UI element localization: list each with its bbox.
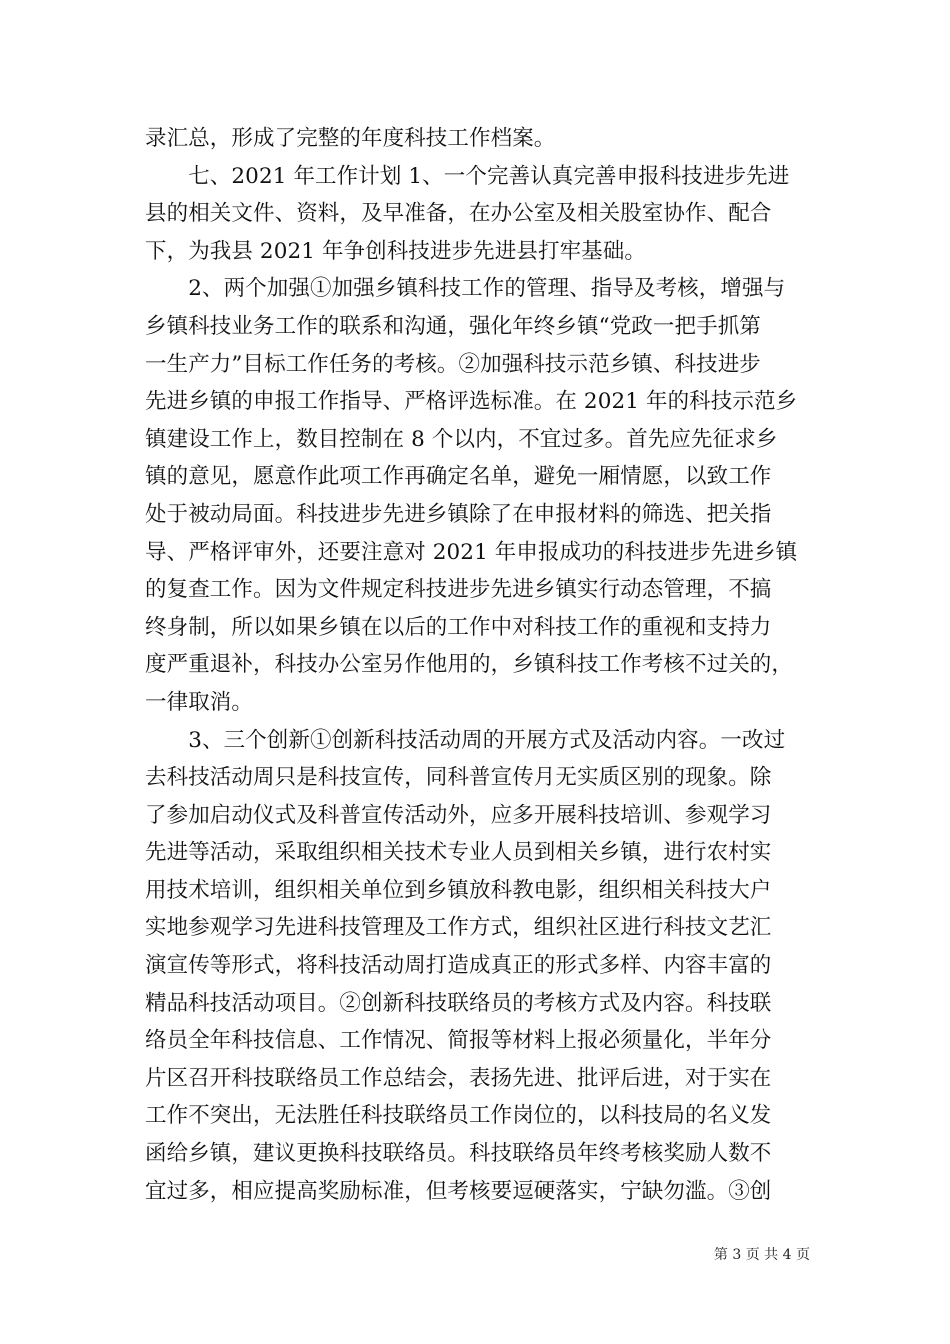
text-line: 络员全年科技信息、工作情况、简报等材料上报必须量化，半年分 bbox=[145, 1028, 772, 1054]
text-line: 工作不突出，无法胜任科技联络员工作岗位的，以科技局的名义发 bbox=[145, 1103, 772, 1129]
text-line: 先进乡镇的申报工作指导、严格评选标准。在 2021 年的科技示范乡 bbox=[145, 389, 798, 415]
text-line: 下，为我县 2021 年争创科技进步先进县打牢基础。 bbox=[145, 238, 646, 264]
text-line: 七、2021 年工作计划 1、一个完善认真完善申报科技进步先进 bbox=[145, 163, 790, 189]
text-line: 宜过多，相应提高奖励标准，但考核要逗硬落实，宁缺勿滥。③创 bbox=[145, 1178, 772, 1204]
text-line: 镇建设工作上，数目控制在 8 个以内，不宜过多。首先应先征求乡 bbox=[145, 426, 778, 452]
document-body bbox=[145, 120, 810, 1210]
text-line: 度严重退补，科技办公室另作他用的，乡镇科技工作考核不过关的， bbox=[145, 652, 794, 678]
text-line: 镇的意见，愿意作此项工作再确定名单，避免一厢情愿，以致工作 bbox=[145, 464, 772, 490]
text-line: 演宣传等形式，将科技活动周打造成真正的形式多样、内容丰富的 bbox=[145, 953, 772, 979]
text-line: 县的相关文件、资料，及早准备，在办公室及相关股室协作、配合 bbox=[145, 201, 772, 227]
page-number-footer: 第 3 页 共 4 页 bbox=[713, 1247, 810, 1263]
text-line: 一律取消。 bbox=[145, 689, 254, 715]
text-line: 2、两个加强①加强乡镇科技工作的管理、指导及考核，增强与 bbox=[145, 276, 786, 302]
text-line: 3、三个创新①创新科技活动周的开展方式及活动内容。一改过 bbox=[145, 727, 786, 753]
text-line: 函给乡镇，建议更换科技联络员。科技联络员年终考核奖励人数不 bbox=[145, 1141, 772, 1167]
text-line: 的复查工作。因为文件规定科技进步先进乡镇实行动态管理，不搞 bbox=[145, 577, 772, 603]
text-line: 先进等活动，采取组织相关技术专业人员到相关乡镇，进行农村实 bbox=[145, 840, 772, 866]
text-line: 导、严格评审外，还要注意对 2021 年申报成功的科技进步先进乡镇 bbox=[145, 539, 798, 565]
text-line: 乡镇科技业务工作的联系和沟通，强化年终乡镇“党政一把手抓第 bbox=[145, 313, 761, 339]
text-line: 精品科技活动项目。②创新科技联络员的考核方式及内容。科技联 bbox=[145, 990, 772, 1016]
text-line: 终身制，所以如果乡镇在以后的工作中对科技工作的重视和支持力 bbox=[145, 614, 772, 640]
text-line: 了参加启动仪式及科普宣传活动外，应多开展科技培训、参观学习 bbox=[145, 802, 772, 828]
text-line: 处于被动局面。科技进步先进乡镇除了在申报材料的筛选、把关指 bbox=[145, 501, 772, 527]
text-line: 去科技活动周只是科技宣传，同科普宣传月无实质区别的现象。除 bbox=[145, 765, 772, 791]
text-line: 实地参观学习先进科技管理及工作方式，组织社区进行科技文艺汇 bbox=[145, 915, 772, 941]
text-line: 一生产力”目标工作任务的考核。②加强科技示范乡镇、科技进步 bbox=[145, 351, 761, 377]
text-line: 用技术培训，组织相关单位到乡镇放科教电影，组织相关科技大户 bbox=[145, 877, 772, 903]
text-line: 录汇总，形成了完整的年度科技工作档案。 bbox=[145, 126, 556, 151]
text-line: 片区召开科技联络员工作总结会，表扬先进、批评后进，对于实在 bbox=[145, 1065, 772, 1091]
